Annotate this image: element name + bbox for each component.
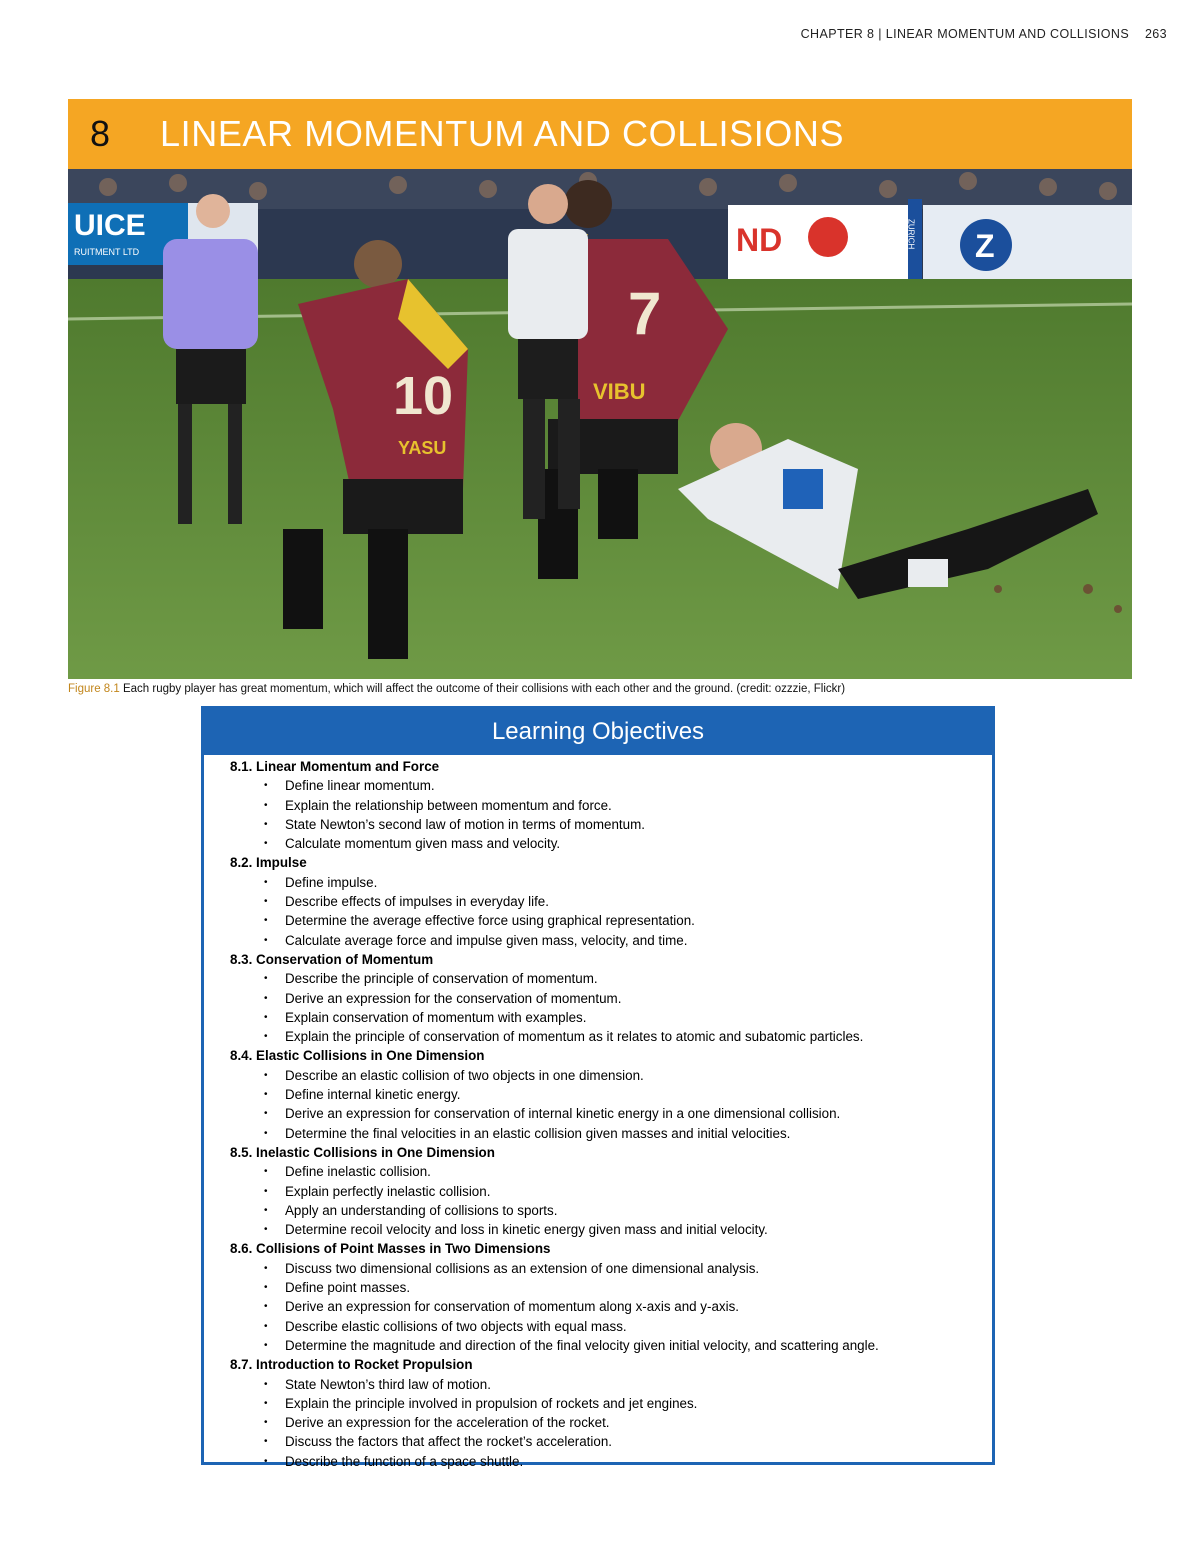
bullet-icon: • (264, 799, 268, 811)
objective-item (230, 1453, 992, 1472)
objective-text: Define internal kinetic energy. (285, 1087, 461, 1103)
objective-item (230, 1279, 992, 1298)
bullet-icon: • (264, 1262, 268, 1274)
objective-text: Discuss the factors that affect the rocket’s acceleration. (285, 1434, 612, 1450)
bullet-icon: • (264, 1397, 268, 1409)
objective-text: Describe elastic collisions of two objects with equal mass. (285, 1318, 627, 1334)
bullet-icon: • (264, 1031, 268, 1043)
objective-item (230, 816, 992, 835)
objective-item (230, 990, 992, 1009)
bullet-icon: • (264, 1378, 268, 1390)
bullet-icon: • (264, 1166, 268, 1178)
learning-objectives-heading: Learning Objectives (204, 709, 992, 755)
objective-item (230, 1376, 992, 1395)
objective-text: Define point masses. (285, 1280, 411, 1296)
bullet-icon: • (264, 1089, 268, 1101)
bullet-icon: • (264, 876, 268, 888)
objective-text: Derive an expression for conservation of momentum along x-axis and y-axis. (285, 1299, 740, 1315)
section-title: 8.6. Collisions of Point Masses in Two Dimensions (230, 1241, 551, 1257)
learning-objectives-box (201, 706, 995, 1469)
objective-item (230, 1414, 992, 1433)
page-number: 263 (1144, 27, 1167, 41)
objective-item (230, 1086, 992, 1105)
figure-caption (68, 683, 1132, 695)
objective-text: Discuss two dimensional collisions as an extension of one dimensional analysis. (285, 1260, 760, 1276)
bullet-icon: • (264, 1301, 268, 1313)
objective-item (230, 1298, 992, 1317)
objective-text: Define impulse. (285, 874, 378, 890)
sign-z: Z (975, 228, 995, 264)
objective-text: Explain the relationship between momentum and force. (285, 797, 612, 813)
objective-item (230, 1183, 992, 1202)
rugby-photo (68, 169, 1132, 679)
bullet-icon: • (264, 1108, 268, 1120)
sign-recruitment: RUITMENT LTD (74, 247, 140, 257)
objective-item (230, 970, 992, 989)
objective-text: Describe an elastic collision of two objects in one dimension. (285, 1067, 644, 1083)
section-title: 8.3. Conservation of Momentum (230, 951, 434, 967)
objective-text: Define linear momentum. (285, 778, 435, 794)
objective-item (230, 1433, 992, 1452)
objective-text: Derive an expression for the conservation of momentum. (285, 990, 622, 1006)
objective-item (230, 1318, 992, 1337)
objective-text: Define inelastic collision. (285, 1164, 431, 1180)
running-head (801, 27, 1167, 41)
running-head-text: CHAPTER 8 | LINEAR MOMENTUM AND COLLISIONS (800, 27, 1130, 41)
objective-text: Describe the function of a space shuttle. (285, 1453, 524, 1469)
objective-item (230, 1009, 992, 1028)
bullet-icon: • (264, 896, 268, 908)
objective-text: Determine the final velocities in an elastic collision given masses and initial velocities. (285, 1125, 791, 1141)
figure-caption-text: Each rugby player has great momentum, which will affect the outcome of their collisions with each other and the ground. (credit: ozzzie, Flickr) (122, 683, 846, 695)
bullet-icon: • (264, 1011, 268, 1023)
bullet-icon: • (264, 1282, 268, 1294)
objective-item (230, 1221, 992, 1240)
learning-objectives-list (204, 755, 992, 1472)
chapter-banner (68, 99, 1132, 169)
objective-text: Determine the average effective force using graphical representation. (285, 913, 695, 929)
bullet-icon: • (264, 1069, 268, 1081)
bullet-icon: • (264, 992, 268, 1004)
bullet-icon: • (264, 818, 268, 830)
bullet-icon: • (264, 1417, 268, 1429)
section-title: 8.2. Impulse (230, 855, 307, 871)
bullet-icon: • (264, 915, 268, 927)
objective-item (230, 1067, 992, 1086)
sign-zurich: ZURICH (906, 219, 916, 250)
objective-item (230, 835, 992, 854)
jersey-sponsor-yasu: YASU (398, 438, 447, 458)
objective-item (230, 1395, 992, 1414)
bullet-icon: • (264, 1436, 268, 1448)
bullet-icon: • (264, 1185, 268, 1197)
objective-text: Explain the principle involved in propulsion of rockets and jet engines. (285, 1395, 698, 1411)
section-title: 8.5. Inelastic Collisions in One Dimension (230, 1144, 495, 1160)
sign-nd: ND (736, 222, 783, 258)
bullet-icon: • (264, 973, 268, 985)
objective-item (230, 874, 992, 893)
objective-text: Determine recoil velocity and loss in kinetic energy given mass and initial velocity. (285, 1222, 768, 1238)
jersey-sponsor-vibu: VIBU (593, 379, 646, 404)
objective-item (230, 1028, 992, 1047)
objective-text: State Newton’s third law of motion. (285, 1376, 491, 1392)
objective-text: Calculate momentum given mass and velocity. (285, 836, 561, 852)
objective-text: Explain the principle of conservation of momentum as it relates to atomic and subatomic particles. (285, 1029, 864, 1045)
bullet-icon: • (264, 1127, 268, 1139)
bullet-icon: • (264, 1339, 268, 1351)
bullet-icon: • (264, 780, 268, 792)
objective-item (230, 932, 992, 951)
section-title: 8.1. Linear Momentum and Force (230, 759, 440, 774)
objective-item (230, 1125, 992, 1144)
objective-item (230, 797, 992, 816)
objective-text: Calculate average force and impulse given mass, velocity, and time. (285, 932, 688, 948)
figure-label: Figure 8.1 (68, 683, 120, 695)
objective-item (230, 912, 992, 931)
section-title: 8.4. Elastic Collisions in One Dimension (230, 1048, 485, 1064)
objective-item (230, 1163, 992, 1182)
objective-text: Derive an expression for the acceleration of the rocket. (285, 1415, 610, 1431)
bullet-icon: • (264, 1224, 268, 1236)
bullet-icon: • (264, 934, 268, 946)
objective-item (230, 1260, 992, 1279)
objective-item (230, 1105, 992, 1124)
chapter-number: 8 (90, 113, 111, 154)
sign-juice: UICE (74, 209, 146, 242)
bullet-icon: • (264, 1204, 268, 1216)
bullet-icon: • (264, 1320, 268, 1332)
chapter-title: LINEAR MOMENTUM AND COLLISIONS (160, 113, 845, 154)
bullet-icon: • (264, 838, 268, 850)
jersey-number-10: 10 (393, 366, 454, 426)
jersey-number-7: 7 (628, 280, 662, 347)
objective-text: Explain conservation of momentum with examples. (285, 1009, 587, 1025)
objective-text: Describe effects of impulses in everyday life. (285, 894, 549, 910)
objective-text: Derive an expression for conservation of internal kinetic energy in a one dimensional collision. (285, 1106, 841, 1122)
objective-text: Apply an understanding of collisions to sports. (285, 1202, 558, 1218)
objective-text: Determine the magnitude and direction of the final velocity given initial velocity, and scattering angle. (285, 1337, 879, 1353)
objective-item (230, 777, 992, 796)
objective-text: State Newton’s second law of motion in terms of momentum. (285, 816, 645, 832)
objective-item (230, 1337, 992, 1356)
objective-item (230, 1202, 992, 1221)
section-title: 8.7. Introduction to Rocket Propulsion (230, 1357, 473, 1373)
objective-text: Describe the principle of conservation of momentum. (285, 971, 598, 987)
bullet-icon: • (264, 1455, 268, 1467)
objective-item (230, 893, 992, 912)
objective-text: Explain perfectly inelastic collision. (285, 1183, 491, 1199)
